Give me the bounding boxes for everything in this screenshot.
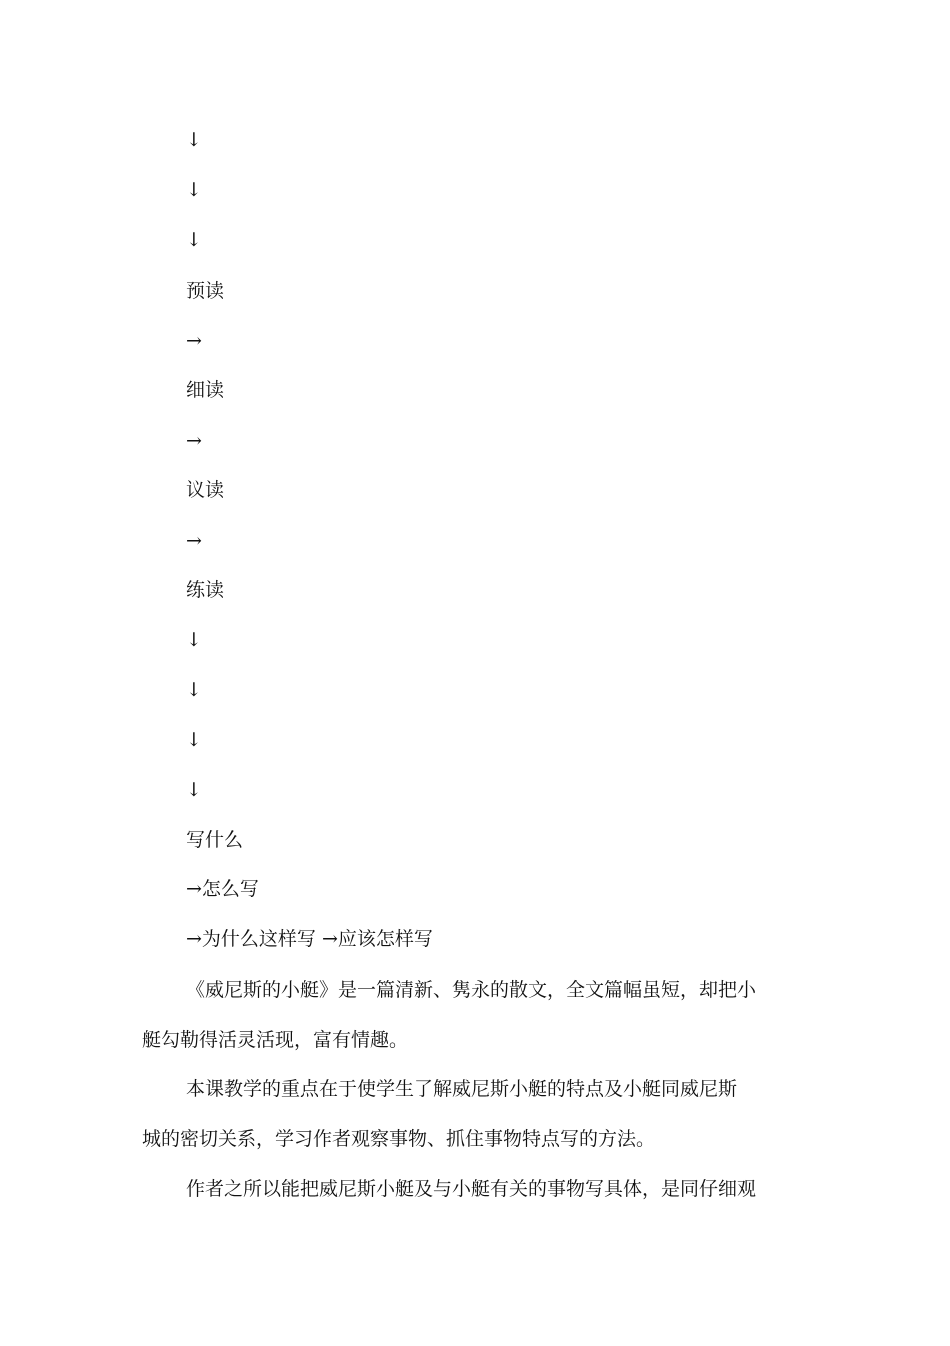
step-closeread: 细读 [186, 379, 225, 401]
step-practice: 练读 [186, 579, 225, 601]
down-arrow-2: ↓ [186, 179, 202, 201]
down-arrow-7: ↓ [186, 779, 202, 801]
paragraph-line: 作者之所以能把威尼斯小艇及与小艇有关的事物写具体，是同仔细观 [186, 1178, 757, 1200]
down-arrow-6: ↓ [186, 729, 202, 751]
step-discuss: 议读 [186, 479, 225, 501]
down-arrow-4: ↓ [186, 629, 202, 651]
right-arrow-1: → [186, 330, 202, 352]
paragraph-line: 《威尼斯的小艇》是一篇清新、隽永的散文，全文篇幅虽短，却把小 [186, 979, 757, 1001]
paragraph-line: 本课教学的重点在于使学生了解威尼斯小艇的特点及小艇同威尼斯 [186, 1078, 738, 1100]
question-why: →为什么这样写 →应该怎样写 [186, 928, 433, 950]
right-arrow-3: → [186, 530, 202, 552]
down-arrow-5: ↓ [186, 679, 202, 701]
paragraph-line: 城的密切关系，学习作者观察事物、抓住事物特点写的方法。 [142, 1128, 656, 1150]
step-preread: 预读 [186, 280, 225, 302]
question-what: 写什么 [186, 829, 244, 851]
down-arrow-1: ↓ [186, 129, 202, 151]
down-arrow-3: ↓ [186, 229, 202, 251]
right-arrow-2: → [186, 430, 202, 452]
question-how: →怎么写 [186, 878, 259, 900]
paragraph-line: 艇勾勒得活灵活现，富有情趣。 [142, 1029, 409, 1051]
